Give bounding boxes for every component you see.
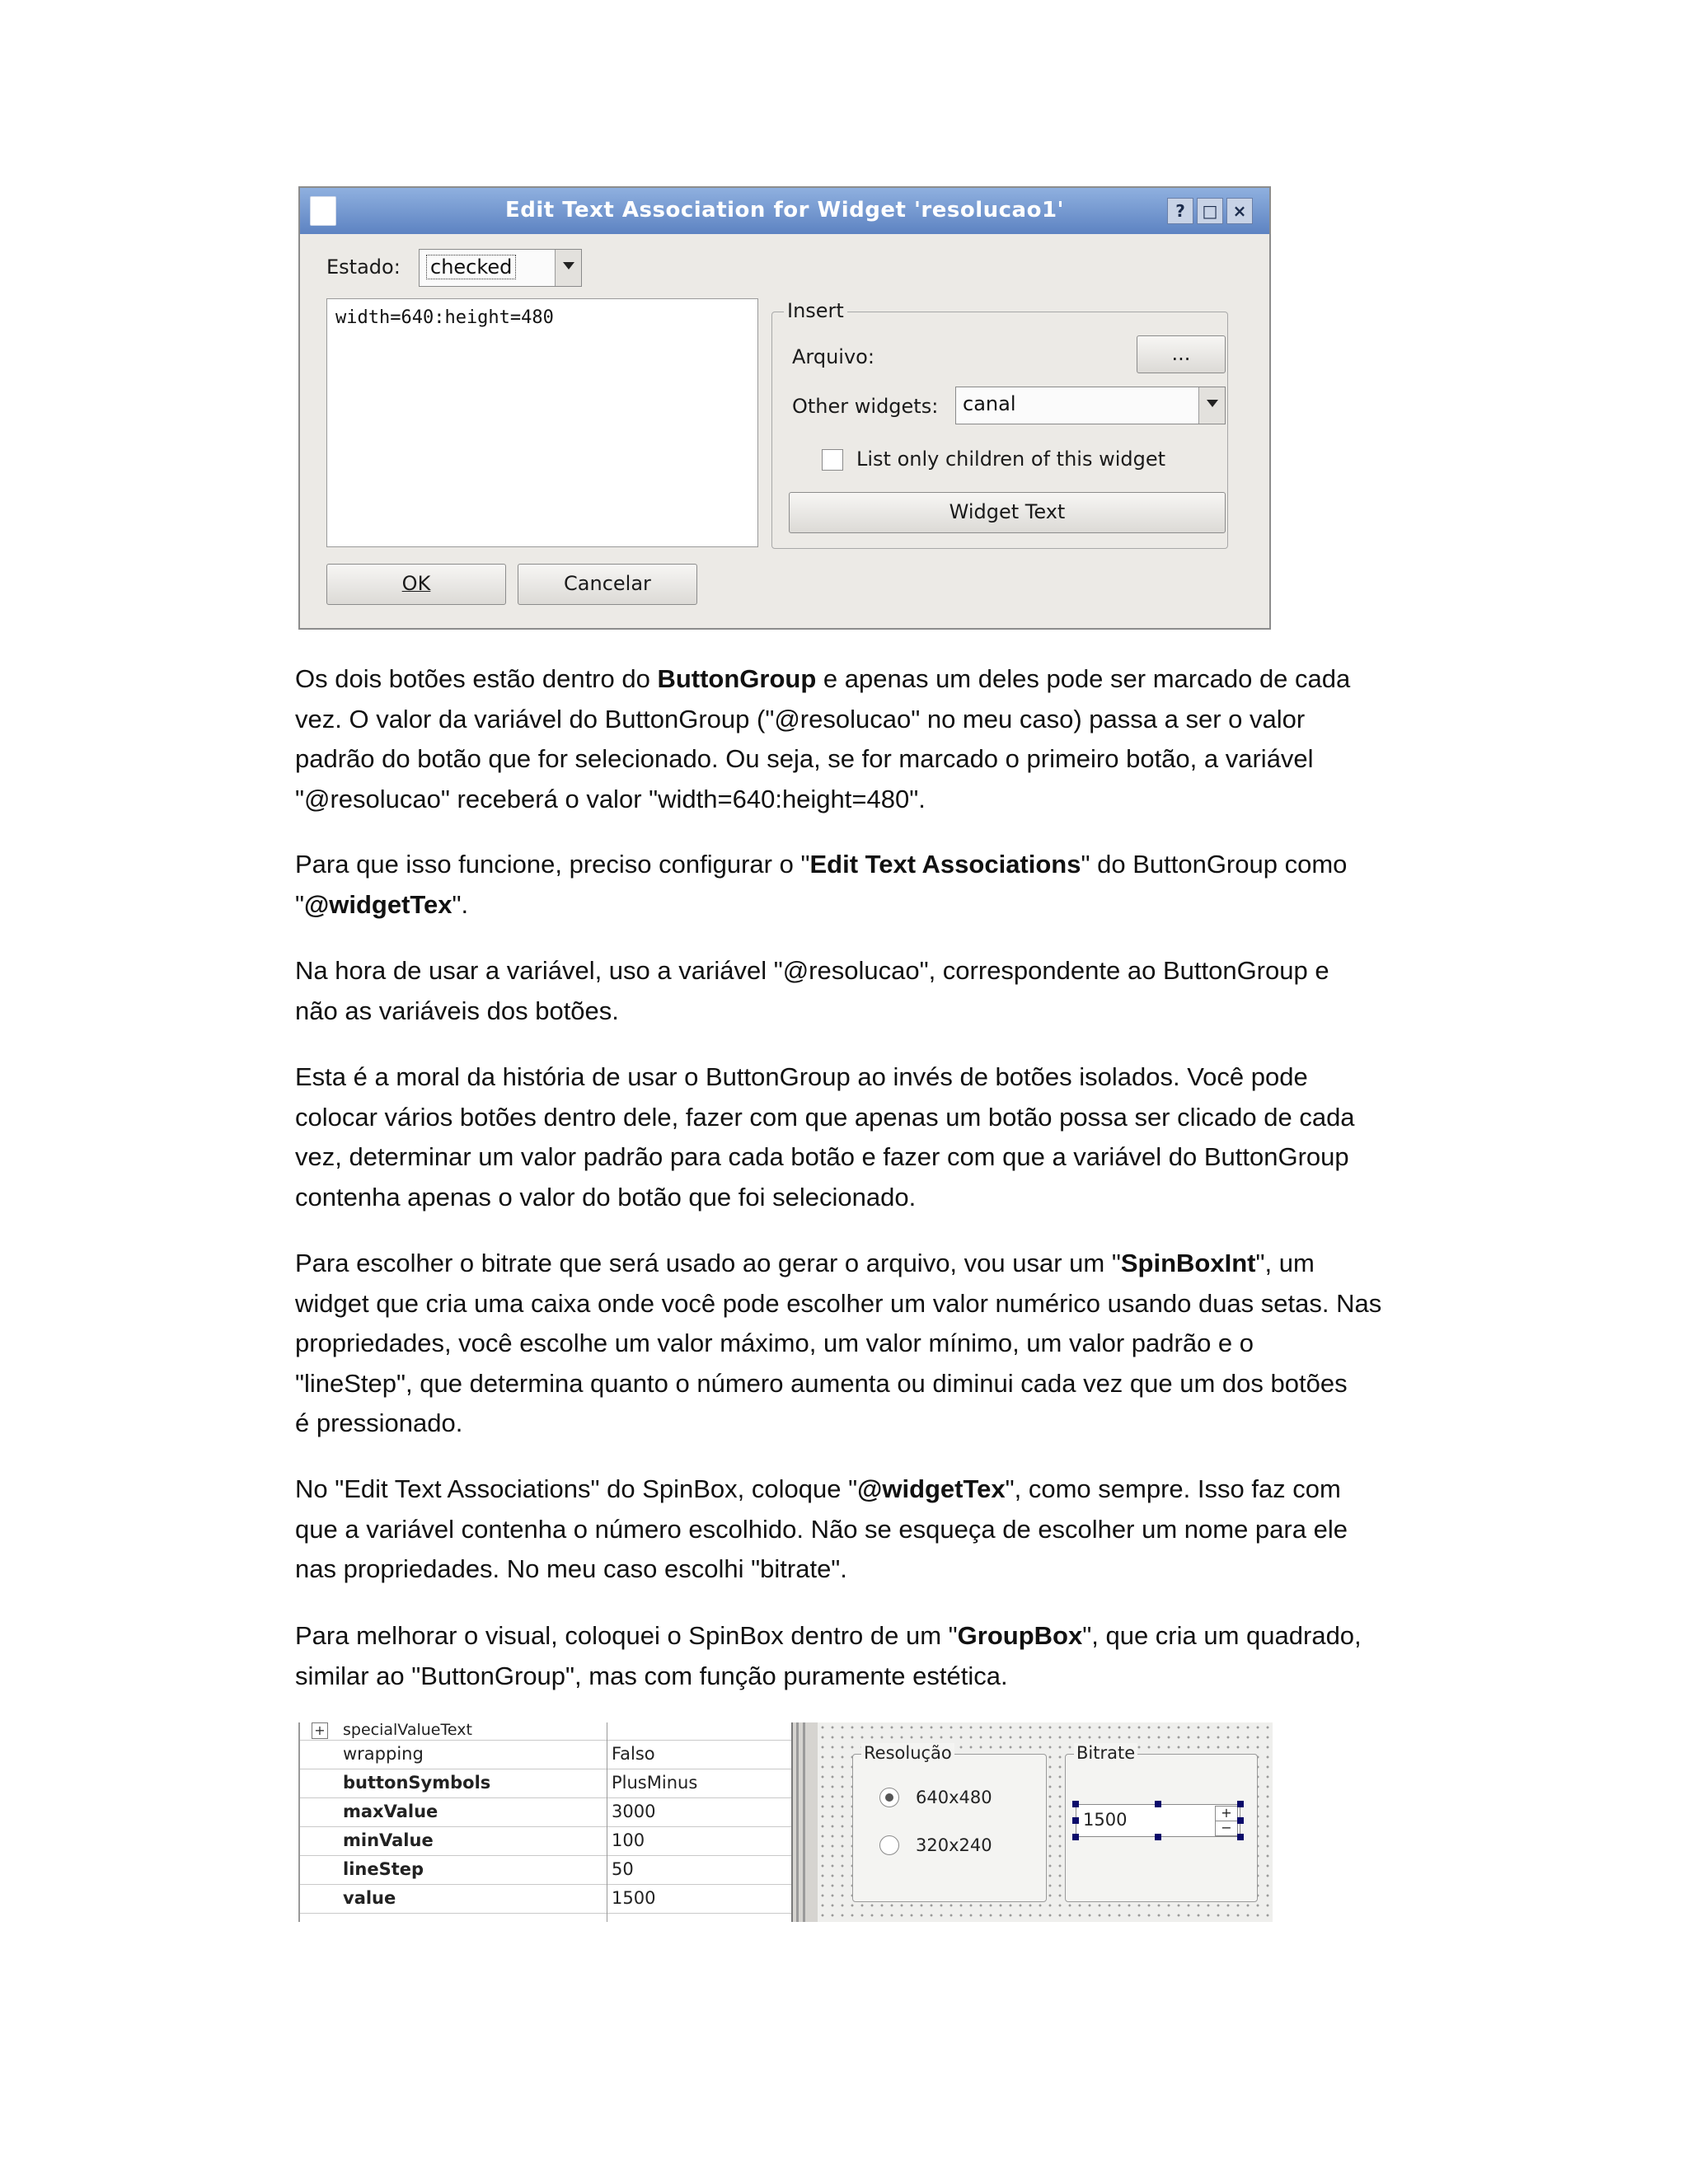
form-designer [818, 1722, 1273, 1922]
radio-320x240[interactable] [879, 1835, 899, 1855]
edit-text-association-dialog [298, 186, 1271, 630]
radio-640x480-label: 640x480 [916, 1788, 992, 1807]
resolucao-title: Resolução [861, 1743, 954, 1763]
paragraph-moral: Esta é a moral da história de usar o ButtonGroup ao invés de botões isolados. Você pode colocar vários botões dentro dele, fazer com que apenas um botão possa ser clicado de cada vez, determinar um valor padrão para cada botão e fazer com que a variável do ButtonGroup contenha apenas o valor do botão que foi selecionado. [295, 1062, 1355, 1212]
paragraph-buttongroup: Os dois botões estão dentro do ButtonGroup e apenas um deles pode ser marcado de cada vez. O valor da variável do ButtonGroup ("@resolucao" no meu caso) passa a ser o valor padrão do botão que for selecionado. Ou seja, se for marcado o primeiro botão, a variável "@resolucao" receberá o valor "width=640:height=480". [295, 664, 1351, 813]
paragraph-groupbox: Para melhorar o visual, coloquei o SpinBox dentro de um "GroupBox", que cria um quadrado, similar ao "ButtonGroup", mas com função puramente estética. [295, 1621, 1362, 1690]
widget-text-button[interactable]: Widget Text [789, 492, 1226, 533]
property-row[interactable]: minValue 100 [300, 1826, 795, 1856]
dialog-title: Edit Text Association for Widget 'resolucao1' [504, 198, 1065, 223]
paragraph-spinbox: Para escolher o bitrate que será usado ao gerar o arquivo, vou usar um "SpinBoxInt", um widget que cria uma caixa onde você pode escolher um valor numérico usando duas setas. Nas propriedades, você escolhe um valor máximo, um valor mínimo, um valor padrão e o "lineStep", que determina quanto o número aumenta ou diminui cada vez que um dos botões é pressionado. [295, 1249, 1382, 1437]
list-children-checkbox[interactable] [822, 449, 843, 471]
selection-handle[interactable] [1072, 1801, 1079, 1807]
estado-select[interactable] [419, 249, 582, 287]
help-icon[interactable]: ? [1167, 198, 1193, 224]
spin-up-icon[interactable]: + [1215, 1806, 1238, 1821]
property-row[interactable]: value 1500 [300, 1884, 795, 1914]
selection-handle[interactable] [1155, 1801, 1161, 1807]
bitrate-groupbox[interactable] [1065, 1743, 1258, 1902]
bitrate-title: Bitrate [1074, 1743, 1137, 1763]
selection-handle[interactable] [1237, 1817, 1244, 1824]
radio-640x480[interactable] [879, 1788, 899, 1807]
insert-legend: Insert [784, 299, 847, 322]
radio-320x240-label: 320x240 [916, 1835, 992, 1855]
other-widgets-value: canal [963, 392, 1016, 415]
other-widgets-label: Other widgets: [792, 395, 939, 418]
property-row[interactable]: + specialValueText [300, 1722, 795, 1741]
maximize-icon[interactable]: □ [1197, 198, 1223, 224]
property-row[interactable]: maxValue 3000 [300, 1797, 795, 1827]
spinbox-value: 1500 [1083, 1810, 1128, 1830]
resolucao-groupbox[interactable] [852, 1743, 1047, 1902]
estado-value: checked [426, 255, 516, 279]
ok-label: OK [401, 572, 431, 595]
cancel-button[interactable] [518, 564, 697, 605]
selection-handle[interactable] [1237, 1801, 1244, 1807]
chevron-down-icon[interactable] [1198, 387, 1225, 424]
dialog-titlebar [300, 188, 1269, 234]
ok-button[interactable] [326, 564, 506, 605]
property-row[interactable]: buttonSymbols PlusMinus [300, 1769, 795, 1798]
association-text-area[interactable] [326, 298, 758, 547]
estado-label: Estado: [326, 255, 401, 279]
selection-handle[interactable] [1237, 1834, 1244, 1840]
paragraph-spinbox-association: No "Edit Text Associations" do SpinBox, coloque "@widgetTex", como sempre. Isso faz com que a variável contenha o número escolhido. Não se esqueça de escolher um nome para ele nas propriedades. No meu caso escolhi "bitrate". [295, 1474, 1348, 1583]
arquivo-label: Arquivo: [792, 345, 874, 368]
browse-file-button[interactable]: ... [1137, 335, 1226, 373]
expand-icon[interactable]: + [312, 1722, 328, 1739]
other-widgets-select[interactable] [955, 387, 1226, 424]
paragraph-usage: Na hora de usar a variável, uso a variável "@resolucao", correspondente ao ButtonGroup e não as variáveis dos botões. [295, 956, 1329, 1025]
splitter-handle[interactable] [793, 1722, 818, 1922]
selection-handle[interactable] [1072, 1817, 1079, 1824]
cancel-label: Cancelar [564, 572, 651, 595]
paragraph-config: Para que isso funcione, preciso configurar o "Edit Text Associations" do ButtonGroup como "@widgetTex". [295, 850, 1348, 919]
chevron-down-icon[interactable] [555, 250, 581, 286]
bitrate-spinbox[interactable] [1076, 1804, 1240, 1837]
property-row[interactable]: lineStep 50 [300, 1855, 795, 1885]
property-row[interactable]: wrapping Falso [300, 1740, 795, 1769]
selection-handle[interactable] [1072, 1834, 1079, 1840]
spin-down-icon[interactable]: − [1215, 1821, 1238, 1836]
property-editor [298, 1722, 795, 1922]
list-children-label: List only children of this widget [856, 448, 1166, 471]
insert-groupbox [771, 299, 1228, 549]
association-text: width=640:height=480 [335, 307, 554, 328]
close-icon[interactable]: × [1226, 198, 1253, 224]
selection-handle[interactable] [1155, 1834, 1161, 1840]
